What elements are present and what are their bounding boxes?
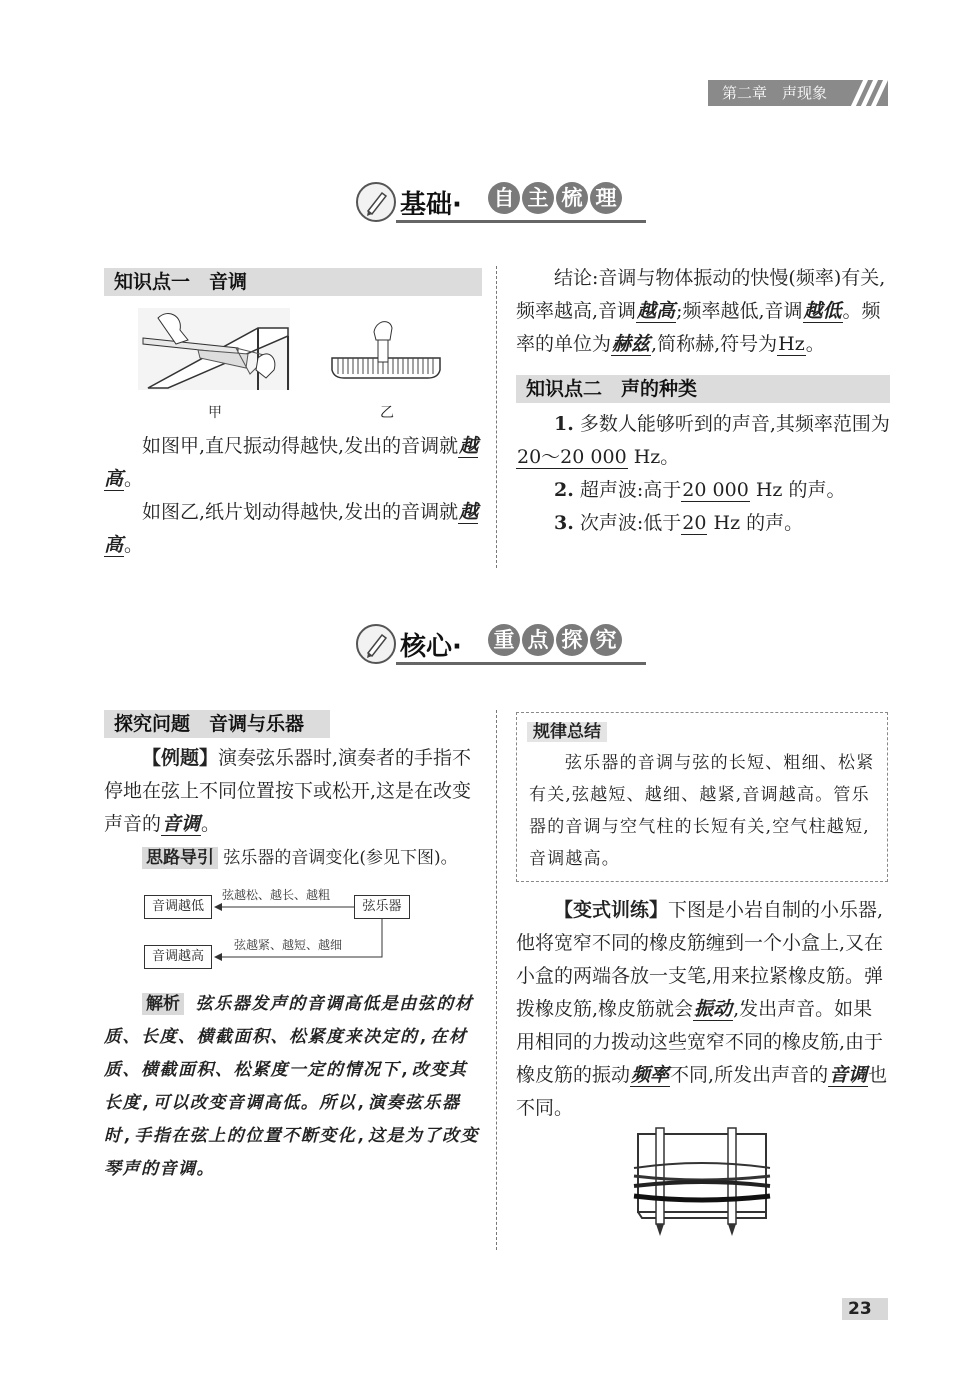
flow-box-lower-pitch: 音调越低	[144, 895, 212, 919]
banner-chips-basics	[488, 182, 622, 214]
answer-blank: 音调	[162, 813, 201, 835]
answer-blank: Hz	[778, 333, 805, 355]
flow-arrow-label-bottom: 弦越紧、越短、越细	[234, 938, 343, 952]
answer-blank: 越高	[104, 501, 479, 556]
answer-blank: 频率	[631, 1064, 670, 1086]
guide-text: 弦乐器的音调变化(参见下图)。	[223, 848, 458, 868]
figure-label-b: 乙	[380, 405, 394, 421]
analysis-paragraph	[104, 988, 482, 1186]
banner-title-basics: 基础·	[400, 190, 462, 220]
example-tag: 【例题】	[142, 747, 219, 769]
example-paragraph	[104, 742, 482, 841]
punct: 。	[124, 534, 144, 556]
conclusion-text: ,简称赫,符号为	[651, 333, 778, 355]
variant-text: 不同,所发出声音的	[670, 1064, 829, 1086]
column-divider	[496, 266, 497, 568]
item-text: Hz。	[627, 446, 680, 468]
ruler-vibration-figure	[138, 308, 290, 390]
answer-blank: 越低	[803, 300, 842, 322]
punct: 。	[805, 333, 825, 355]
banner-chip: 梳	[556, 182, 588, 214]
answer-blank: 赫兹	[612, 333, 651, 355]
figure-label-a: 甲	[208, 405, 222, 421]
banner-chip: 重	[488, 624, 520, 656]
answer-blank: 音调	[829, 1064, 868, 1086]
variant-text: ,发出声音。如果用相同的力拨动这些宽窄不同的橡皮筋,由于橡皮筋的振动	[516, 998, 884, 1086]
item-text: 次声波:低于	[579, 512, 682, 534]
flow-box-higher-pitch: 音调越高	[144, 945, 212, 969]
punct: 。	[201, 813, 221, 835]
guide-tag: 思路导引	[142, 847, 218, 869]
conclusion-paragraph	[516, 262, 890, 361]
column-divider	[496, 710, 497, 1250]
list-item	[516, 507, 890, 540]
list-item	[516, 408, 890, 474]
conclusion-text: 。频率的单位为	[516, 300, 881, 355]
example-text: 演奏弦乐器时,演奏者的手指不停地在弦上不同位置按下或松开,这是在改变声音的	[104, 747, 472, 835]
analysis-text: 弦乐器发声的音调高低是由弦的材质、长度、横截面积、松紧度来决定的,在材质、横截面积、松紧度一定的情况下,改变其长度,可以改变音调高低。所以,演奏弦乐器时,手指在弦上的位置不断变化,这是为了改变琴声的音调。	[104, 994, 479, 1179]
item-text: Hz 的声。	[749, 479, 846, 501]
item-text: 超声波:高于	[579, 479, 682, 501]
banner-chips-core	[488, 624, 622, 656]
comb-card-figure	[328, 318, 444, 390]
kp1-heading: 知识点一 音调	[104, 268, 482, 296]
answer-blank: 20～20 000	[517, 446, 627, 468]
answer-blank: 20	[682, 512, 707, 534]
flow-arrow-label-top: 弦越松、越长、越粗	[222, 888, 331, 902]
banner-chip: 自	[488, 182, 520, 214]
conclusion-text: ;频率越低,音调	[676, 300, 803, 322]
banner-chip: 点	[522, 624, 554, 656]
variant-tag: 【变式训练】	[554, 899, 669, 921]
inquiry-heading: 探究问题 音调与乐器	[104, 710, 330, 738]
stripes-decoration	[857, 80, 882, 106]
chapter-tag	[708, 80, 888, 106]
rule-summary-box	[516, 712, 888, 882]
banner-chip: 究	[590, 624, 622, 656]
kp1-p2-text: 如图乙,纸片划动得越快,发出的音调就	[142, 501, 459, 523]
item-number: 2.	[554, 479, 574, 501]
item-number: 3.	[554, 512, 574, 534]
rule-summary-text: 弦乐器的音调与弦的长短、粗细、松紧有关,弦越短、越细、越紧,音调越高。管乐器的音调与空气柱的长短有关,空气柱越短,音调越高。	[529, 753, 875, 869]
answer-blank: 越高	[104, 435, 479, 490]
banner-title-core: 核心·	[400, 632, 462, 662]
flow-box-instrument: 弦乐器	[354, 895, 410, 919]
guide-line	[142, 846, 458, 870]
banner-underline	[396, 220, 646, 223]
item-number: 1.	[554, 413, 574, 435]
variant-text: 下图是小岩自制的小乐器,他将宽窄不同的橡皮筋缠到一个小盒上,又在小盒的两端各放一支笔,用来拉紧橡皮筋。弹拨橡皮筋,橡皮筋就会	[516, 899, 884, 1020]
banner-underline	[396, 662, 646, 665]
item-text: 多数人能够听到的声音,其频率范围为	[579, 413, 890, 435]
answer-blank: 越高	[637, 300, 676, 322]
rule-summary-tag: 规律总结	[527, 722, 607, 742]
section-banner-core	[356, 624, 656, 674]
item-text: Hz 的声。	[707, 512, 804, 534]
page-number: 23	[842, 1298, 888, 1320]
rubber-band-box-figure	[632, 1124, 772, 1240]
banner-chip: 主	[522, 182, 554, 214]
kp1-p1-text: 如图甲,直尺振动得越快,发出的音调就	[142, 435, 459, 457]
rule-summary-tag-wrap	[527, 717, 607, 742]
kp2-heading: 知识点二 声的种类	[516, 375, 890, 403]
chapter-title: 第二章 声现象	[722, 84, 828, 102]
kp1-paragraph-1	[104, 430, 482, 496]
punct: 。	[124, 468, 144, 490]
variant-text: 也不同。	[516, 1064, 888, 1119]
answer-blank: 20 000	[682, 479, 749, 501]
pen-badge-icon	[356, 182, 396, 222]
flow-arrows	[140, 890, 420, 974]
list-item	[516, 474, 890, 507]
kp1-paragraph-2	[104, 496, 482, 562]
banner-chip: 理	[590, 182, 622, 214]
section-banner-basics	[356, 182, 656, 232]
pen-badge-icon	[356, 624, 396, 664]
answer-blank: 振动	[694, 998, 733, 1020]
conclusion-text: 结论:音调与物体振动的快慢(频率)有关,频率越高,音调	[516, 267, 886, 322]
kp2-list	[516, 408, 890, 540]
banner-chip: 探	[556, 624, 588, 656]
analysis-tag: 解析	[142, 993, 184, 1015]
variant-paragraph	[516, 894, 890, 1125]
